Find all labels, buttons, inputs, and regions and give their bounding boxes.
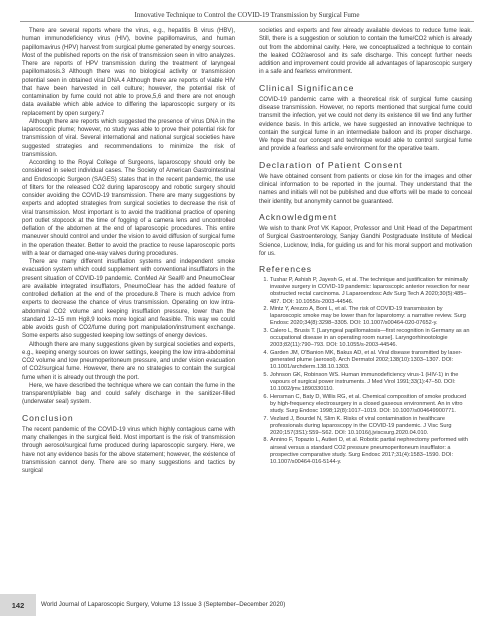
reference-item: 2. Mintz Y, Arezzo A, Boni L, et al. The risk of COVID-19 transmission by laparoscopic smoke may be lower than for laparotomy: a narrative review. Surg Endosc 2020;34(8):3298–3305. DOI: 10.1007/s00464-020-07652-y. (263, 306, 466, 327)
patient-consent-paragraph: We have obtained consent from patients or close kin for the images and other clinical information to be reported in the journal. They understand that the names and initials will not be published and due efforts will be made to conceal their identity, but anonymity cannot be guaranteed. (259, 173, 472, 205)
conclusion-heading: Conclusion (22, 412, 74, 423)
acknowledgment-paragraph: We wish to thank Prof VK Kapoor, Professor and Unit Head of the Department of Surgical Gastroenterology, Sanjay Gandhi Postgraduate Institute of Medical Science, Lucknow, India, for guiding us and for his moral support and motivation for us. (259, 226, 472, 257)
reference-item: 3. Calero L, Brusis T. [Laryngeal papillomatosis—first recognition in Germany as an occupational disease in an operating room nurse]. Laryngorhinootologie 2003;82(11):790–793. DOI: 10.1055/s-2003-44546. (263, 328, 470, 349)
reference-item: 8. Annino F, Topazio L, Autieri D, et al. Robotic partial nephrectomy performed with airseal versus a standard CO2 pressure pneumoperitoneum insufflator: a prospective comparative study. Surg Endosc 2017;31(4):1583–1590. DOI: 10.1007/s00464-016-5144-y. (263, 437, 468, 465)
conclusion-paragraph: The recent pandemic of the COVID-19 virus which highly contagious came with many challenges in the surgical field. Most important is the risk of transmission through aerosol/surgical fume produced during laparoscopic surgery. Here, we have not any evidence basis for the above statement; however, the existence of transmission cannot deny. There are so many suggestions and tactics by surgical (22, 426, 235, 474)
patient-consent-heading: Declaration of Patient Consent (259, 159, 403, 170)
right-column (259, 27, 472, 466)
body-paragraph: There are many different insufflation systems and independent smoke evacuation system which could supplement with conventional insufflators in the present situation of COVID-19 pandemic. ConMed Air Seal® and PneumoClear are available integrated insufflators, PneumoClear has the added feature of controlled deflation at the end of the procedure.8 There is much advice from experts to decrease the chance of virus transmission. Operating on low intra-abdominal CO2 volume and keeping insufflation pressure, lower than the standard 12–15 mm Hg8,9 looks more logical and feasible. This way we could able avoids gush of CO2/fume during port manipulation/instrument exchange. Some experts also suggested keeping low settings of energy devices. (22, 259, 235, 340)
reference-item: 4. Garden JM, O'Banion MK, Bakus AD, et al. Viral disease transmitted by laser-generated plume (aerosol). Arch Dermatol 2002;138(10):1303–1307. DOI: 10.1001/archderm.138.10.1303. (263, 349, 463, 371)
running-title: Innovative Technique to Control the COVID-19 Transmission by Surgical Fume (134, 11, 360, 19)
reference-list (259, 277, 472, 466)
references-heading: References (259, 264, 312, 274)
reference-item: 5. Johnson GK, Robinson WS. Human immunodeficiency virus-1 (HIV-1) in the vapours of surgical power instruments. J Med Virol 1991;33(1):47–50. DOI: 10.1002/jmv.1890330110. (263, 371, 459, 393)
journal-citation: World Journal of Laparoscopic Surgery, Volume 13 Issue 3 (September–December 2020) (41, 601, 286, 608)
clinical-significance-paragraph: COVID-19 pandemic came with a theoretical risk of surgical fume causing disease transmission. However, no reports mentioned that surgical fume could transmit the infection, yet we could not deny its existence till we find any further evidence basis. In this article, we have suggested an innovative technique to contain the surgical fume in an intermediate balloon and its proper discharge. We hope that our concept and technique would able to control surgical fume and provide a fearless and safe environment for the operative team. (259, 96, 472, 153)
body-paragraph: There are several reports where the virus, e.g., hepatitis B virus (HBV), human immunodeficiency virus (HIV), bovine papillomavirus, and human papillomavirus (HPV) harvest from surgical plume generated by energy sources. Most of the published reports on the risk of transmission seen in vitro analyzes. There are reports of HPV transmission during the treatment of laryngeal papillomatosis.3 Although there was no biological activity or transmission potential seen in obtained viral DNA.4 Although there are reports of viable HIV that have been harvested in cell culture; however, the potential risk of contamination by fume could not able to prove,5,6 and there are not enough data available which able advice to differing the laparoscopic surgery or its replacement by open surgery.7 (22, 28, 235, 117)
reference-item: 1. Tushar P, Ashish P, Jayesh G, et al. The technique and justification for minimally invasive surgery in COVID-19 pandemic: laparoscopic anterior resection for near obstructed rectal carcinoma. J Laparoendosc Adv Surg Tech A 2020;30(5):485–487. DOI: 10.1055/s-2003-44546. (263, 277, 470, 305)
page-footer (0, 594, 494, 616)
acknowledgment-heading: Acknowledgment (259, 211, 338, 222)
reference-item: 6. Hensman C, Baty D, Willis RG, et al. Chemical composition of smoke produced by high-frequency electrosurgery in a closed gaseous environment. An in vitro study. Surg Endosc 1998;12(8):1017–1019. DOI: 10.1007/s004649900771. (263, 393, 467, 414)
left-column (22, 27, 235, 475)
page-number: 142 (0, 594, 36, 616)
body-paragraph: Here, we have described the technique where we can contain the fume in the transparent/pliable bag and could safely discharge in the sanitizer-filled (underwater seal) system. (22, 382, 235, 406)
header-rule (20, 21, 474, 22)
clinical-significance-heading: Clinical Significance (259, 82, 355, 93)
continuation-paragraph: societies and experts and few already available devices to reduce fume leak. Still, there is a suggestion or solution to contain the fume/CO2 which is already out from the abdominal cavity. Here, we conceptualized a technique to contain the leaked CO2/aerosol and its safe discharge. This concept further needs addition and improvement could provide all advantages of laparoscopic surgery in a safe and fearless environment. (259, 28, 472, 76)
reference-item: 7. Vezlard J, Bourdel N, Slim K. Risks of viral contamination in healthcare professionals during laparoscopy in the COVID-19 pandemic. J Visc Surg 2020;157(3S1):S59–S62. DOI: 10.1016/j.jviscsurg.2020.04.010. (263, 415, 452, 436)
body-paragraph: According to the Royal College of Surgeons, laparoscopy should only be considered in select individual cases. The Society of American Gastrointestinal and Endoscopic Surgeon (SAGES) states that in the recent pandemic, the use of filters for the released CO2 during laparoscopy and robotic surgery should consider avoiding the COVID-19 transmission. There are many suggestions by experts and adopted strategies from surgical societies to decrease the risk of viral transmission. Most important is to avoid the traditional practice of opening port outlet stopcock at the time of fogging of a camera lens and uncontrolled deflation of the abdomen at the end of laparoscopic procedures. This entire maneuver should control and under the vision to avoid diffusion of surgical fume in the operation theater. Better to avoid the practice to reuse laparoscopic ports with a tear or damaged one-way valves during procedures. (22, 160, 235, 257)
body-paragraph: Although there are reports which suggested the presence of virus DNA in the laparoscopic plume; however, no study was able to prove their potential risk for transmission of viral. Several international and national surgical societies have suggested strategies and recommendations to minimize the risk of transmission. (22, 118, 235, 158)
body-paragraph: Although there are many suggestions given by surgical societies and experts, e.g., keeping energy sources on lower settings, keeping the low intra-abdominal CO2 volume and low pneumoperitoneum pressure, and under vision evacuation of CO2/surgical fume. However, there are no strategies to contain the surgical fume when it is already out through the port. (22, 341, 235, 381)
